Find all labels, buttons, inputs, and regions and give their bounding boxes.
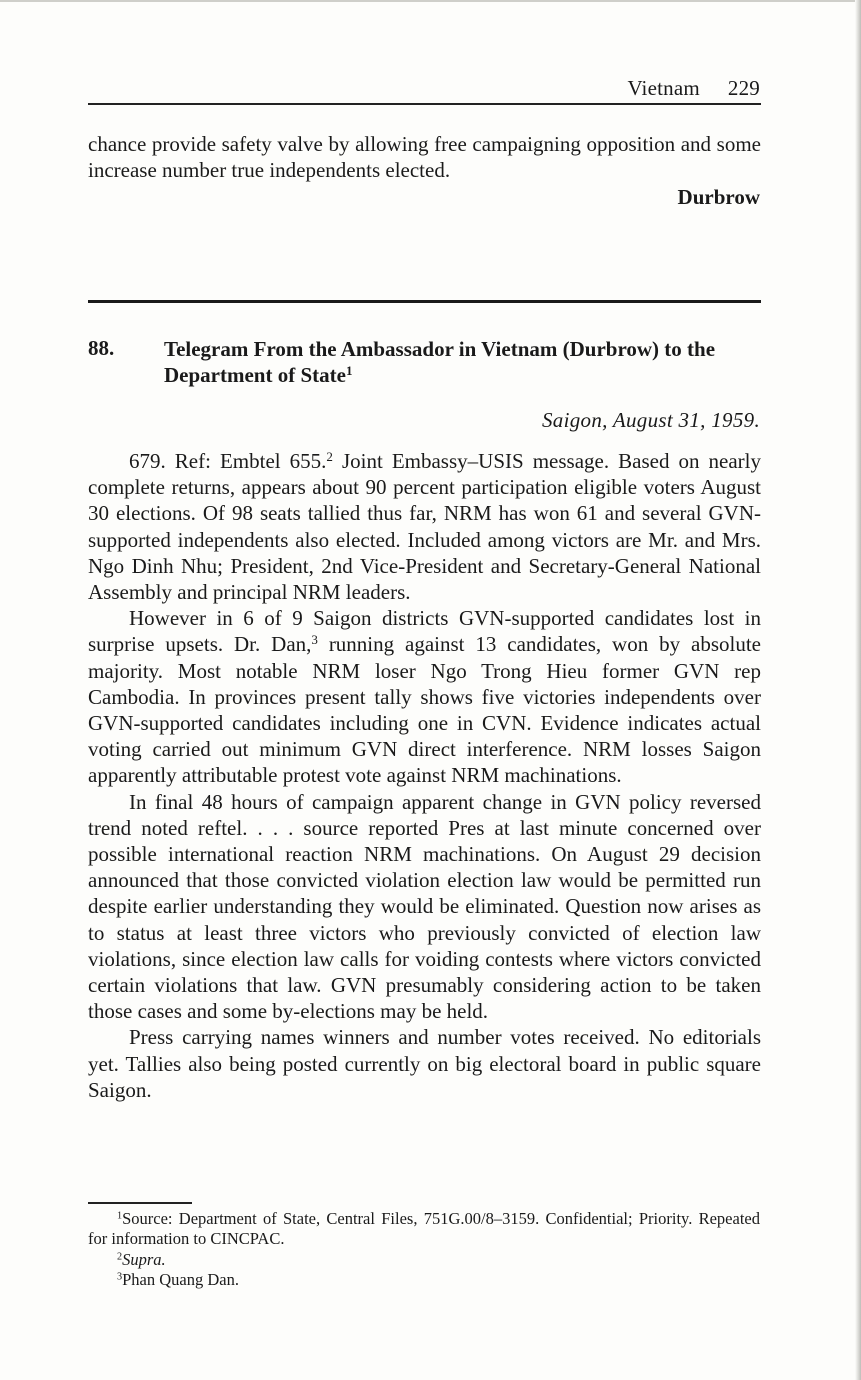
document-title-text: Telegram From the Ambassador in Vietnam (Durbrow) to the Department of State [164,337,716,387]
section-divider [88,300,761,303]
paragraph-2 [88,605,761,788]
page-binding-edge [855,0,861,1380]
footnote-1-text: Source: Department of State, Central Files, 751G.00/8–3159. Confidential; Priority. Repeated for information to CINCPAC. [88,1209,760,1249]
paragraph-2-text-b: running against 13 candidates, won by absolute majority. Most notable NRM loser Ngo Trong Hieu former GVN rep Cambodia. In provinces present tally shows five victories independents over GVN-supported candidates including one in CVN. Evidence indicates actual voting carried out minimum GVN direct interference. NRM losses Saigon apparently attributable protest vote against NRM machinations. [88,632,761,788]
paragraph-4: Press carrying names winners and number votes received. No editorials yet. Tallies also being posted currently on big electoral board in public square Saigon. [88,1025,761,1102]
paragraph-1-text-a: 679. Ref: Embtel 655. [129,449,327,473]
footnote-ref-2: 2 [326,448,333,464]
footnote-mark-1: 1 [117,1210,123,1222]
footnote-3 [88,1270,760,1290]
footnote-2 [88,1250,760,1270]
running-head-title: Vietnam [627,76,700,100]
footnotes [88,1209,760,1290]
paragraph-1 [88,448,761,605]
footnote-ref-1: 1 [345,362,353,378]
page-top-edge [0,0,861,2]
telegram-body [88,448,761,1103]
footnote-rule [88,1202,192,1204]
page-number: 229 [727,76,760,100]
dateline: Saigon, August 31, 1959. [542,408,760,432]
closing-paragraph: chance provide safety valve by allowing free campaigning opposition and some increase number true independents elected. [88,132,761,183]
document-number: 88. [88,336,115,360]
document-title [164,336,760,388]
footnote-3-text: Phan Quang Dan. [122,1269,239,1289]
footnote-ref-3: 3 [311,632,318,648]
footnote-1 [88,1209,760,1250]
paragraph-3: In final 48 hours of campaign apparent change in GVN policy reversed trend noted reftel. . . . source reported Pres at last minute concerned over possible international reaction NRM machinations. On August 29 decision announced that those convicted violation election law would be permitted run despite earlier understanding they would be eliminated. Question now arises as to status at least three victors who previously convicted of election law violations, since election law calls for voiding contests where victors convicted certain violations that law. GVN presumably considering action to be taken those cases and some by-elections may be held. [88,789,761,1024]
running-head [88,76,760,101]
previous-document-closing [88,131,761,183]
paragraph-2-text-a: However in 6 of 9 Saigon districts GVN-supported candidates lost in surprise upsets. Dr. Dan, [88,606,761,657]
footnote-2-text: Supra. [122,1249,166,1269]
footnote-mark-2: 2 [117,1250,123,1262]
footnote-mark-3: 3 [117,1271,123,1283]
header-rule [88,103,761,105]
signature: Durbrow [677,185,760,209]
paragraph-1-text-b: Joint Embassy–USIS message. Based on nearly complete returns, appears about 90 percent participation eligible voters August 30 elections. Of 98 seats tallied thus far, NRM has won 61 and several GVN-supported independents also elected. Included among victors are Mr. and Mrs. Ngo Dinh Nhu; President, 2nd Vice-President and Secretary-General National Assembly and principal NRM leaders. [88,449,761,605]
